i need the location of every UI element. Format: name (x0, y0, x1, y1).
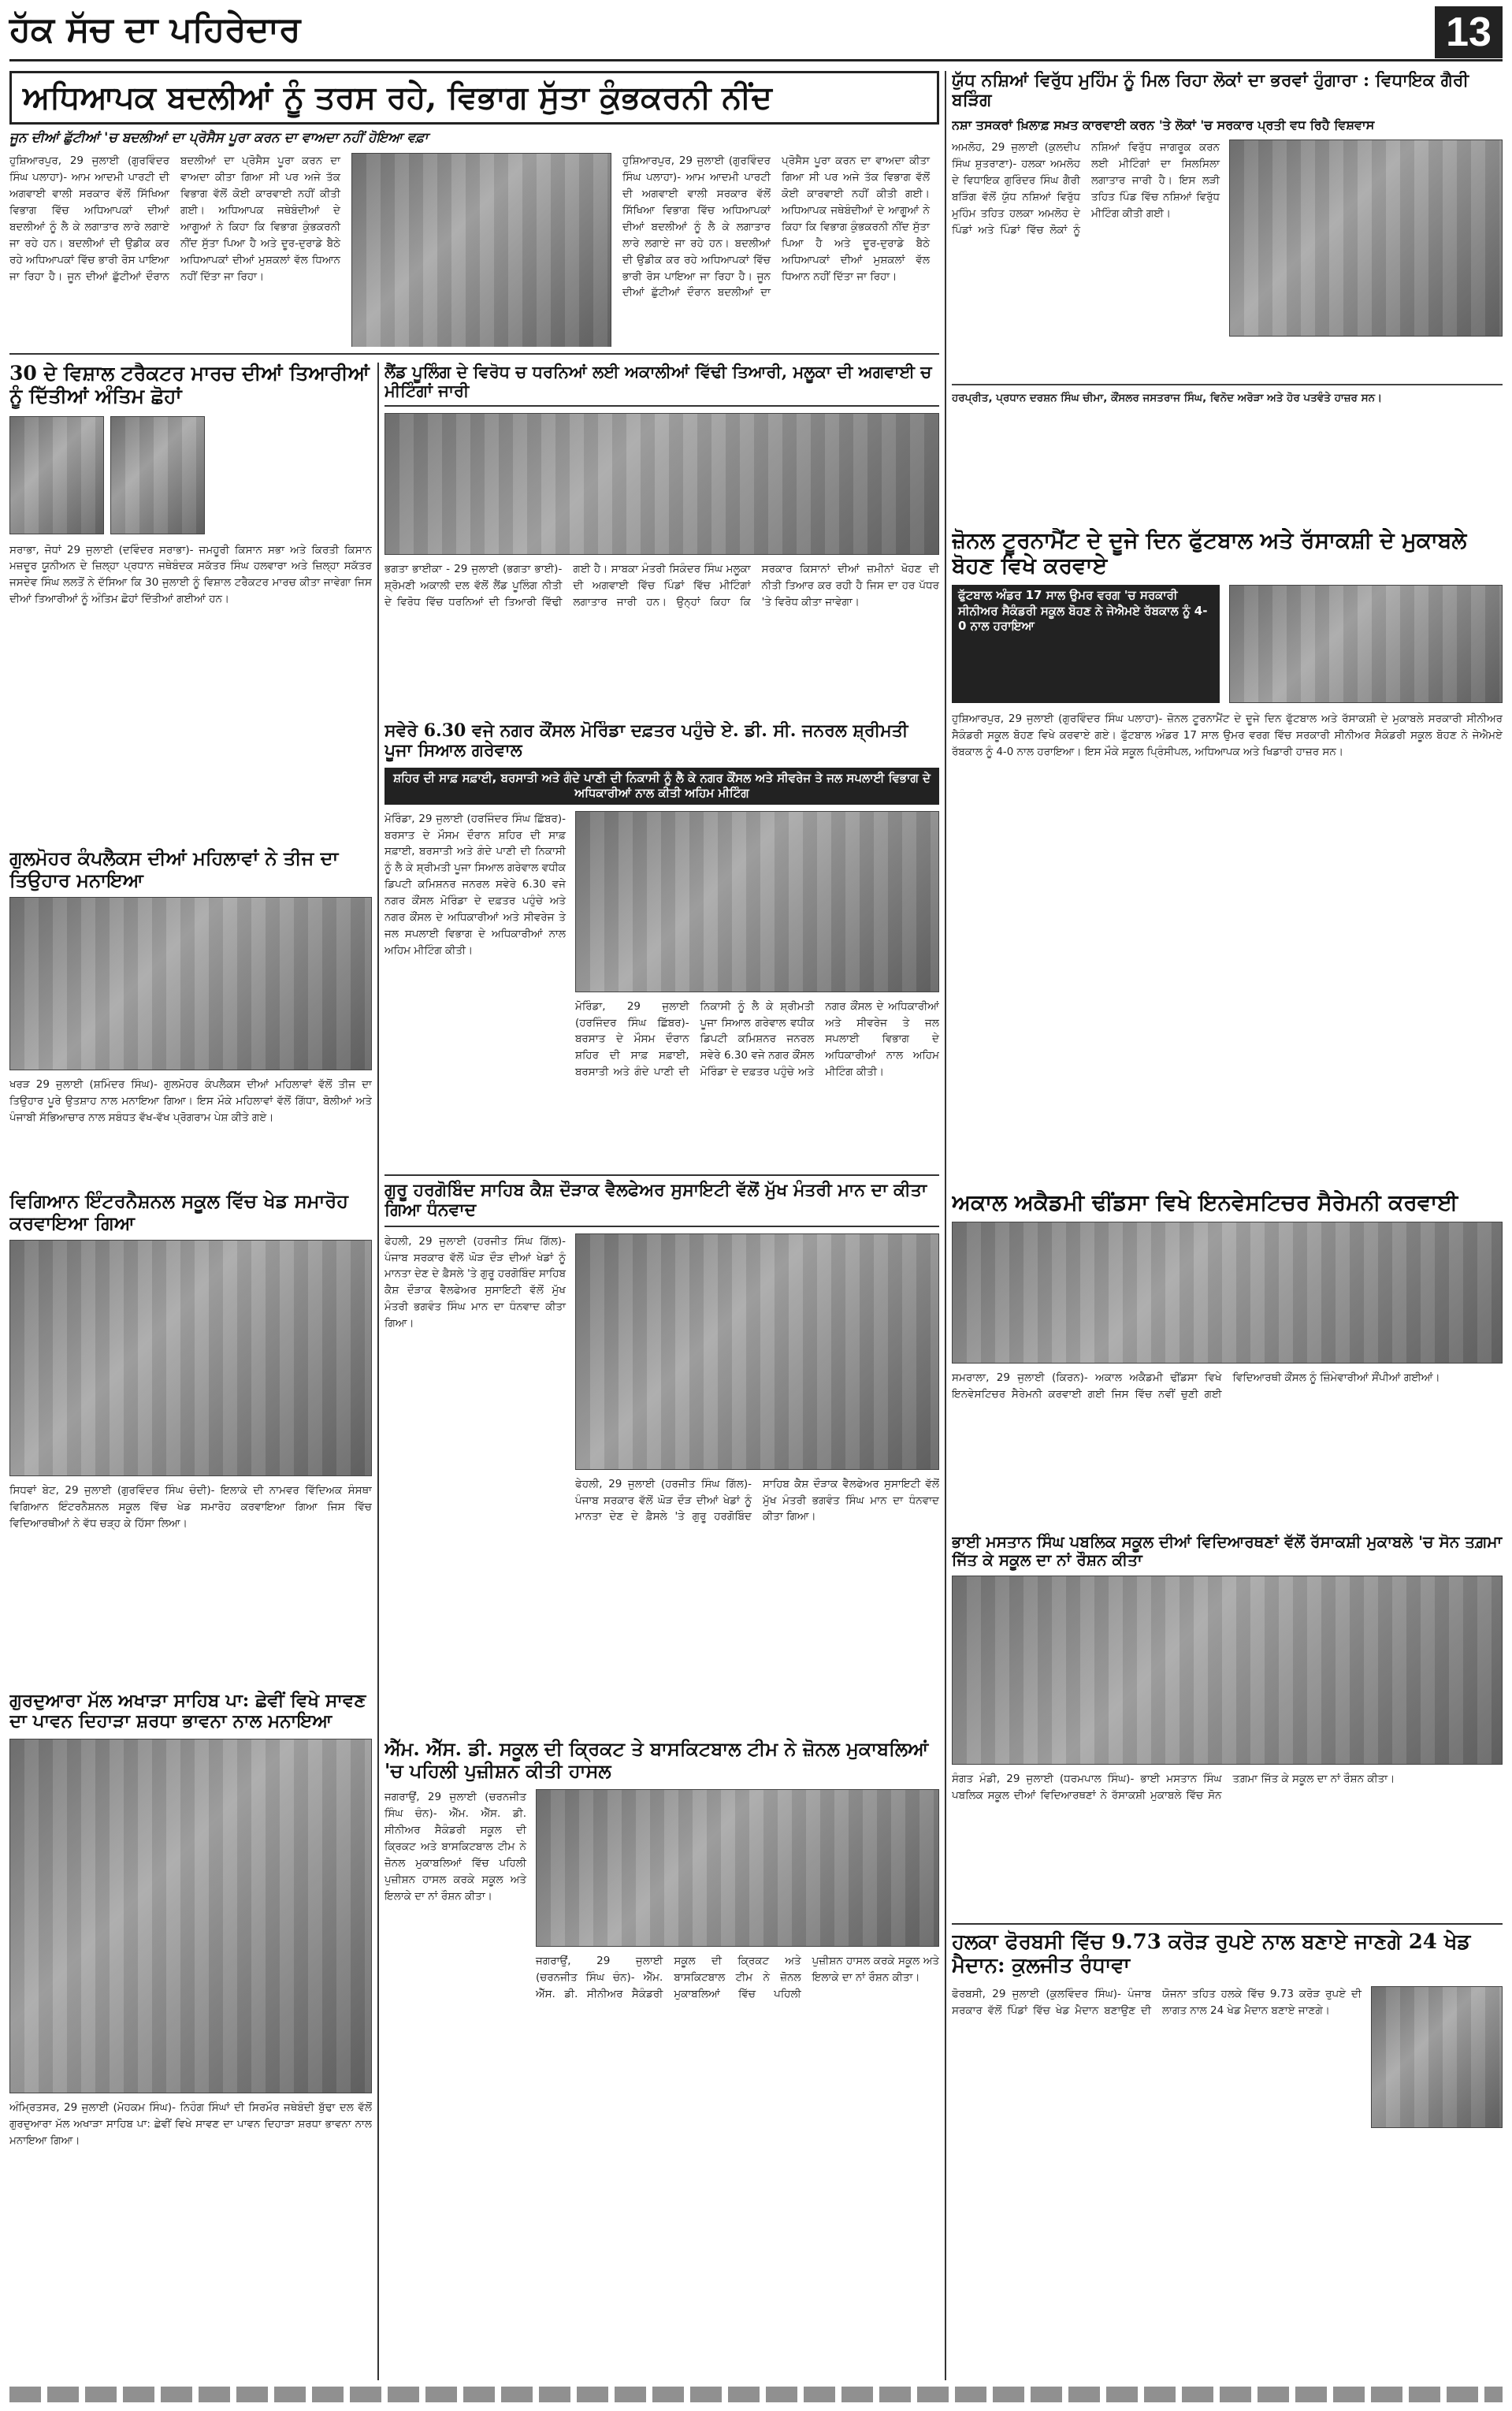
story-akal (952, 1190, 1503, 1521)
story-teej (9, 847, 372, 1178)
headline-msd: ਐੱਮ. ਐੱਸ. ਡੀ. ਸਕੂਲ ਦੀ ਕ੍ਰਿਕਟ ਤੇ ਬਾਸਕਿਟਬਾਲ ਟੀਮ ਨੇ ਜ਼ੋਨਲ ਮੁਕਾਬਲਿਆਂ 'ਚ ਪਹਿਲੀ ਪੁਜ਼ੀਸ਼ਨ ਕੀਤੀ ਹਾਸਲ (385, 1738, 929, 1782)
photo-football-team (1229, 585, 1503, 703)
body-football: ਹੁਸ਼ਿਆਰਪੁਰ, 29 ਜੁਲਾਈ (ਗੁਰਵਿੰਦਰ ਸਿੰਘ ਪਲਾਹਾ)- ਜ਼ੋਨਲ ਟੂਰਨਾਮੈਂਟ ਦੇ ਦੂਜੇ ਦਿਨ ਫੁੱਟਬਾਲ ਅਤੇ ਰੱਸਾਕਸ਼ੀ ਦੇ ਮੁਕਾਬਲੇ ਸਰਕਾਰੀ ਸੀਨੀਅਰ ਸੈਕੰਡਰੀ ਸਕੂਲ ਬੋਹਣ ਵਿਖੇ ਕਰਵਾਏ ਗਏ। ਫੁੱਟਬਾਲ ਅੰਡਰ 17 ਸਾਲ ਉਮਰ ਵਰਗ ਵਿੱਚ ਸਰਕਾਰੀ ਸੀਨੀਅਰ ਸੈਕੰਡਰੀ ਸਕੂਲ ਬੋਹਣ ਨੇ ਜੇਐਮਏ ਰੱਬਕਾਲ ਨੂੰ 4-0 ਨਾਲ ਹਰਾਇਆ। ਇਸ ਮੌਕੇ ਸਕੂਲ ਪ੍ਰਿੰਸੀਪਲ, ਅਧਿਆਪਕ ਅਤੇ ਖਿਡਾਰੀ ਹਾਜ਼ਰ ਸਨ। (952, 713, 1503, 759)
story-tractor (9, 363, 372, 835)
headline-tractor: 30 ਦੇ ਵਿਸ਼ਾਲ ਟਰੈਕਟਰ ਮਾਰਚ ਦੀਆਂ ਤਿਆਰੀਆਂ ਨੂੰ ਦਿੱਤੀਆਂ ਅੰਤਿਮ ਛੋਹਾਂ (9, 363, 370, 407)
divider (9, 353, 939, 355)
story-stadium (952, 1923, 1503, 2380)
subhead-teachers: ਜੂਨ ਦੀਆਂ ਛੁੱਟੀਆਂ 'ਚ ਬਦਲੀਆਂ ਦਾ ਪ੍ਰੋਸੈਸ ਪੂਰਾ ਕਰਨ ਦਾ ਵਾਅਦਾ ਨਹੀਂ ਹੋਇਆ ਵਫ਼ਾ (9, 130, 429, 146)
caption-drugs: ਹਰਪ੍ਰੀਤ, ਪ੍ਰਧਾਨ ਦਰਸ਼ਨ ਸਿੰਘ ਚੀਮਾ, ਕੌਂਸਲਰ ਜਸਤਰਾਜ ਸਿੰਘ, ਵਿਨੋਦ ਅਰੋੜਾ ਅਤੇ ਹੋਰ ਪਤਵੰਤੇ ਹਾਜ਼ਰ ਸਨ। (952, 392, 1383, 405)
body-msd: ਜਗਰਾਉਂ, 29 ਜੁਲਾਈ (ਚਰਨਜੀਤ ਸਿੰਘ ਚੰਨ)- ਐੱਮ. ਐੱਸ. ਡੀ. ਸੀਨੀਅਰ ਸੈਕੰਡਰੀ ਸਕੂਲ ਦੀ ਕ੍ਰਿਕਟ ਅਤੇ ਬਾਸਕਿਟਬਾਲ ਟੀਮ ਨੇ ਜ਼ੋਨਲ ਮੁਕਾਬਲਿਆਂ ਵਿੱਚ ਪਹਿਲੀ ਪੁਜ਼ੀਸ਼ਨ ਹਾਸਲ ਕਰਕੇ ਸਕੂਲ ਅਤੇ ਇਲਾਕੇ ਦਾ ਨਾਂ ਰੌਸ਼ਨ ਕੀਤਾ। (385, 1791, 526, 1903)
body-council-cont: ਮੋਰਿੰਡਾ, 29 ਜੁਲਾਈ (ਹਰਜਿੰਦਰ ਸਿੰਘ ਛਿੱਬਰ)- ਬਰਸਾਤ ਦੇ ਮੌਸਮ ਦੌਰਾਨ ਸ਼ਹਿਰ ਦੀ ਸਾਫ਼ ਸਫ਼ਾਈ, ਬਰਸਾਤੀ ਅਤੇ ਗੰਦੇ ਪਾਣੀ ਦੀ ਨਿਕਾਸੀ ਨੂੰ ਲੈ ਕੇ ਸ਼੍ਰੀਮਤੀ ਪੂਜਾ ਸਿਆਲ ਗਰੇਵਾਲ ਵਧੀਕ ਡਿਪਟੀ ਕਮਿਸ਼ਨਰ ਜਨਰਲ ਸਵੇਰੇ 6.30 ਵਜੇ ਨਗਰ ਕੌਂਸਲ ਮੋਰਿੰਡਾ ਦੇ ਦਫ਼ਤਰ ਪਹੁੰਚੇ ਅਤੇ ਨਗਰ ਕੌਂਸਲ ਦੇ ਅਧਿਕਾਰੀਆਂ ਅਤੇ ਸੀਵਰੇਜ ਤੇ ਜਲ ਸਪਲਾਈ ਵਿਭਾਗ ਦੇ ਅਧਿਕਾਰੀਆਂ ਨਾਲ ਅਹਿਮ ਮੀਟਿੰਗ ਕੀਤੀ। (575, 999, 939, 1079)
subhead-council: ਸ਼ਹਿਰ ਦੀ ਸਾਫ਼ ਸਫ਼ਾਈ, ਬਰਸਾਤੀ ਅਤੇ ਗੰਦੇ ਪਾਣੀ ਦੀ ਨਿਕਾਸੀ ਨੂੰ ਲੈ ਕੇ ਨਗਰ ਕੌਂਸਲ ਅਤੇ ਸੀਵਰੇਜ ਤੇ ਜਲ ਸਪਲਾਈ ਵਿਭਾਗ ਦੇ ਅਧਿਕਾਰੀਆਂ ਨਾਲ ਕੀਤੀ ਅਹਿਮ ਮੀਟਿੰਗ (385, 768, 939, 805)
story-council (385, 721, 939, 1163)
body-guru: ਫੇਹਲੀ, 29 ਜੁਲਾਈ (ਹਰਜੀਤ ਸਿੰਘ ਗਿੱਲ)- ਪੰਜਾਬ ਸਰਕਾਰ ਵੱਲੋਂ ਘੋੜ ਦੌੜ ਦੀਆਂ ਖੇਡਾਂ ਨੂੰ ਮਾਨਤਾ ਦੇਣ ਦੇ ਫ਼ੈਸਲੇ 'ਤੇ ਗੁਰੂ ਹਰਗੋਬਿੰਦ ਸਾਹਿਬ ਕੈਸ਼ ਦੌੜਾਕ ਵੈਲਫੇਅਰ ਸੁਸਾਇਟੀ ਵੱਲੋਂ ਮੁੱਖ ਮੰਤਰੀ ਭਗਵੰਤ ਸਿੰਘ ਮਾਨ ਦਾ ਧੰਨਵਾਦ ਕੀਤਾ ਗਿਆ। (385, 1234, 566, 1330)
body-council: ਮੋਰਿੰਡਾ, 29 ਜੁਲਾਈ (ਹਰਜਿੰਦਰ ਸਿੰਘ ਛਿੱਬਰ)- ਬਰਸਾਤ ਦੇ ਮੌਸਮ ਦੌਰਾਨ ਸ਼ਹਿਰ ਦੀ ਸਾਫ਼ ਸਫ਼ਾਈ, ਬਰਸਾਤੀ ਅਤੇ ਗੰਦੇ ਪਾਣੀ ਦੀ ਨਿਕਾਸੀ ਨੂੰ ਲੈ ਕੇ ਸ਼੍ਰੀਮਤੀ ਪੂਜਾ ਸਿਆਲ ਗਰੇਵਾਲ ਵਧੀਕ ਡਿਪਟੀ ਕਮਿਸ਼ਨਰ ਜਨਰਲ ਸਵੇਰੇ 6.30 ਵਜੇ ਨਗਰ ਕੌਂਸਲ ਮੋਰਿੰਡਾ ਦੇ ਦਫ਼ਤਰ ਪਹੁੰਚੇ ਅਤੇ ਨਗਰ ਕੌਂਸਲ ਦੇ ਅਧਿਕਾਰੀਆਂ ਅਤੇ ਸੀਵਰੇਜ ਤੇ ਜਲ ਸਪਲਾਈ ਵਿਭਾਗ ਦੇ ਅਧਿਕਾਰੀਆਂ ਨਾਲ ਅਹਿਮ ਮੀਟਿੰਗ ਕੀਤੀ। (385, 812, 566, 957)
photo-teachers-group (351, 153, 611, 347)
photo-council-meeting (575, 811, 939, 992)
subhead-football: ਫੁੱਟਬਾਲ ਅੰਡਰ 17 ਸਾਲ ਉਮਰ ਵਰਗ 'ਚ ਸਰਕਾਰੀ ਸੀਨੀਅਰ ਸੈਕੰਡਰੀ ਸਕੂਲ ਬੋਹਣ ਨੇ ਜੇਐਮਏ ਰੱਬਕਾਲ ਨੂੰ 4-0 ਨਾਲ ਹਰਾਇਆ (952, 585, 1220, 703)
headline-drugs: ਯੁੱਧ ਨਸ਼ਿਆਂ ਵਿਰੁੱਧ ਮੁਹਿੰਮ ਨੂੰ ਮਿਲ ਰਿਹਾ ਲੋਕਾਂ ਦਾ ਭਰਵਾਂ ਹੁੰਗਾਰਾ : ਵਿਧਾਇਕ ਗੈਰੀ ਬੜਿੰਗ (952, 71, 1469, 111)
body-msd-cont: ਜਗਰਾਉਂ, 29 ਜੁਲਾਈ (ਚਰਨਜੀਤ ਸਿੰਘ ਚੰਨ)- ਐੱਮ. ਐੱਸ. ਡੀ. ਸੀਨੀਅਰ ਸੈਕੰਡਰੀ ਸਕੂਲ ਦੀ ਕ੍ਰਿਕਟ ਅਤੇ ਬਾਸਕਿਟਬਾਲ ਟੀਮ ਨੇ ਜ਼ੋਨਲ ਮੁਕਾਬਲਿਆਂ ਵਿੱਚ ਪਹਿਲੀ ਪੁਜ਼ੀਸ਼ਨ ਹਾਸਲ ਕਰਕੇ ਸਕੂਲ ਅਤੇ ਇਲਾਕੇ ਦਾ ਨਾਂ ਰੌਸ਼ਨ ਕੀਤਾ। (536, 1955, 939, 2001)
body-akal: ਸਮਰਾਲਾ, 29 ਜੁਲਾਈ (ਕਿਰਨ)- ਅਕਾਲ ਅਕੈਡਮੀ ਢੀਂਡਸਾ ਵਿਖੇ ਇਨਵੇਸਟਿਚਰ ਸੈਰੇਮਨੀ ਕਰਵਾਈ ਗਈ ਜਿਸ ਵਿੱਚ ਨਵੀਂ ਚੁਣੀ ਗਈ ਵਿਦਿਆਰਥੀ ਕੌਂਸਲ ਨੂੰ ਜ਼ਿੰਮੇਵਾਰੀਆਂ ਸੌਂਪੀਆਂ ਗਈਆਂ। (952, 1371, 1440, 1401)
headline-vigyan: ਵਿਗਿਆਨ ਇੰਟਰਨੈਸ਼ਨਲ ਸਕੂਲ ਵਿੱਚ ਖੇਡ ਸਮਾਰੋਹ ਕਰਵਾਇਆ ਗਿਆ (9, 1190, 348, 1234)
headline-land-pooling: ਲੈਂਡ ਪੂਲਿੰਗ ਦੇ ਵਿਰੋਧ ਚ ਧਰਨਿਆਂ ਲਈ ਅਕਾਲੀਆਂ ਵਿੱਢੀ ਤਿਆਰੀ, ਮਲੂਕਾ ਦੀ ਅਗਵਾਈ ਚ ਮੀਟਿੰਗਾਂ ਜਾਰੀ (385, 363, 939, 407)
photo-ropes (952, 1576, 1503, 1765)
body-drugs: ਅਮਲੋਹ, 29 ਜੁਲਾਈ (ਕੁਲਦੀਪ ਸਿੰਘ ਸ਼ੁਤਰਾਣਾ)- ਹਲਕਾ ਅਮਲੋਹ ਦੇ ਵਿਧਾਇਕ ਗੁਰਿੰਦਰ ਸਿੰਘ ਗੈਰੀ ਬੜਿੰਗ ਵੱਲੋਂ ਯੁੱਧ ਨਸ਼ਿਆਂ ਵਿਰੁੱਧ ਮੁਹਿੰਮ ਤਹਿਤ ਹਲਕਾ ਅਮਲੋਹ ਦੇ ਪਿੰਡਾਂ ਅਤੇ ਪਿੰਡਾਂ ਵਿੱਚ ਲੋਕਾਂ ਨੂੰ ਨਸ਼ਿਆਂ ਵਿਰੁੱਧ ਜਾਗਰੂਕ ਕਰਨ ਲਈ ਮੀਟਿੰਗਾਂ ਦਾ ਸਿਲਸਿਲਾ ਲਗਾਤਾਰ ਜਾਰੀ ਹੈ। ਇਸ ਲੜੀ ਤਹਿਤ ਪਿੰਡ ਵਿੱਚ ਨਸ਼ਿਆਂ ਵਿਰੁੱਧ ਮੀਟਿੰਗ ਕੀਤੀ ਗਈ। (952, 141, 1220, 236)
headline-council: ਸਵੇਰੇ 6.30 ਵਜੇ ਨਗਰ ਕੌਂਸਲ ਮੋਰਿੰਡਾ ਦਫ਼ਤਰ ਪਹੁੰਚੇ ਏ. ਡੀ. ਸੀ. ਜਨਰਲ ਸ਼੍ਰੀਮਤੀ ਪੂਜਾ ਸਿਆਲ ਗਰੇਵਾਲ (385, 721, 908, 761)
photo-akal (952, 1222, 1503, 1364)
photo-drugs-meeting (952, 384, 1503, 385)
page-number: 13 (1435, 6, 1503, 58)
story-teachers (9, 71, 939, 347)
subhead-drugs: ਨਸ਼ਾ ਤਸਕਰਾਂ ਖ਼ਿਲਾਫ਼ ਸਖ਼ਤ ਕਾਰਵਾਈ ਕਰਨ 'ਤੇ ਲੋਕਾਂ 'ਚ ਸਰਕਾਰ ਪ੍ਰਤੀ ਵਧ ਰਿਹੈ ਵਿਸ਼ਵਾਸ (952, 117, 1375, 132)
photo-guru (575, 1233, 939, 1470)
photo-gurdwara (9, 1739, 372, 2093)
story-msd (385, 1738, 939, 2380)
photo-msd-team (536, 1789, 939, 1947)
photo-tractor-leader-1 (9, 416, 104, 534)
headline-guru: ਗੁਰੂ ਹਰਗੋਬਿੰਦ ਸਾਹਿਬ ਕੈਸ਼ ਦੌੜਾਕ ਵੈਲਫੇਅਰ ਸੁਸਾਇਟੀ ਵੱਲੋਂ ਮੁੱਖ ਮੰਤਰੀ ਮਾਨ ਦਾ ਕੀਤਾ ਗਿਆ ਧੰਨਵਾਦ (385, 1174, 939, 1227)
photo-tractor-leader-2 (110, 416, 205, 534)
photo-land-pooling (385, 413, 939, 555)
body-tractor: ਸਰਾਭਾ, ਜੋਧਾਂ 29 ਜੁਲਾਈ (ਦਵਿੰਦਰ ਸਰਾਭਾ)- ਜਮਹੂਰੀ ਕਿਸਾਨ ਸਭਾ ਅਤੇ ਕਿਰਤੀ ਕਿਸਾਨ ਮਜ਼ਦੂਰ ਯੂਨੀਅਨ ਦੇ ਜ਼ਿਲ੍ਹਾ ਪ੍ਰਧਾਨ ਜਥੇਬੰਦਕ ਸਕੱਤਰ ਸਿੰਘ ਹਲਵਾਰਾ ਅਤੇ ਜ਼ਿਲ੍ਹਾ ਸਕੱਤਰ ਜਸਦੇਵ ਸਿੰਘ ਲਲਤੋਂ ਨੇ ਦੱਸਿਆ ਕਿ 30 ਜੁਲਾਈ ਨੂੰ ਵਿਸ਼ਾਲ ਟਰੈਕਟਰ ਮਾਰਚ ਕੀਤਾ ਜਾਵੇਗਾ ਜਿਸ ਦੀਆਂ ਤਿਆਰੀਆਂ ਨੂੰ ਅੰਤਿਮ ਛੋਹਾਂ ਦਿੱਤੀਆਂ ਗਈਆਂ ਹਨ। (9, 543, 372, 606)
headline-stadium: ਹਲਕਾ ਫੋਰਬਸੀ ਵਿੱਚ 9.73 ਕਰੋੜ ਰੁਪਏ ਨਾਲ ਬਣਾਏ ਜਾਣਗੇ 24 ਖੇਡ ਮੈਦਾਨ: ਕੁਲਜੀਤ ਰੰਧਾਵਾ (952, 1923, 1503, 1978)
photo-stadium-leader (1371, 1986, 1503, 2128)
footer-strip (9, 2387, 1503, 2402)
body-teachers-cont: ਹੁਸ਼ਿਆਰਪੁਰ, 29 ਜੁਲਾਈ (ਗੁਰਵਿੰਦਰ ਸਿੰਘ ਪਲਾਹਾ)- ਆਮ ਆਦਮੀ ਪਾਰਟੀ ਦੀ ਅਗਵਾਈ ਵਾਲੀ ਸਰਕਾਰ ਵੱਲੋਂ ਸਿੱਖਿਆ ਵਿਭਾਗ ਵਿੱਚ ਅਧਿਆਪਕਾਂ ਦੀਆਂ ਬਦਲੀਆਂ ਨੂੰ ਲੈ ਕੇ ਲਗਾਤਾਰ ਲਾਰੇ ਲਗਾਏ ਜਾ ਰਹੇ ਹਨ। ਬਦਲੀਆਂ ਦੀ ਉਡੀਕ ਕਰ ਰਹੇ ਅਧਿਆਪਕਾਂ ਵਿੱਚ ਭਾਰੀ ਰੋਸ ਪਾਇਆ ਜਾ ਰਿਹਾ ਹੈ। ਜੂਨ ਦੀਆਂ ਛੁੱਟੀਆਂ ਦੌਰਾਨ ਬਦਲੀਆਂ ਦਾ ਪ੍ਰੋਸੈਸ ਪੂਰਾ ਕਰਨ ਦਾ ਵਾਅਦਾ ਕੀਤਾ ਗਿਆ ਸੀ ਪਰ ਅਜੇ ਤੱਕ ਵਿਭਾਗ ਵੱਲੋਂ ਕੋਈ ਕਾਰਵਾਈ ਨਹੀਂ ਕੀਤੀ ਗਈ। ਅਧਿਆਪਕ ਜਥੇਬੰਦੀਆਂ ਦੇ ਆਗੂਆਂ ਨੇ ਕਿਹਾ ਕਿ ਵਿਭਾਗ ਕੁੰਭਕਰਨੀ ਨੀਂਦ ਸੁੱਤਾ ਪਿਆ ਹੈ ਅਤੇ ਦੂਰ-ਦੁਰਾਡੇ ਬੈਠੇ ਅਧਿਆਪਕਾਂ ਦੀਆਂ ਮੁਸ਼ਕਲਾਂ ਵੱਲ ਧਿਆਨ ਨਹੀਂ ਦਿੱਤਾ ਜਾ ਰਿਹਾ। (622, 154, 930, 300)
body-gurdwara: ਅੰਮ੍ਰਿਤਸਰ, 29 ਜੁਲਾਈ (ਮੋਹਕਮ ਸਿੰਘ)- ਨਿਹੰਗ ਸਿੰਘਾਂ ਦੀ ਸਿਰਮੌਰ ਜਥੇਬੰਦੀ ਬੁੱਢਾ ਦਲ ਵੱਲੋਂ ਗੁਰਦੁਆਰਾ ਮੱਲ ਅਖਾੜਾ ਸਾਹਿਬ ਪਾ: ਛੇਵੀਂ ਵਿਖੇ ਸਾਵਣ ਦਾ ਪਾਵਨ ਦਿਹਾੜਾ ਸ਼ਰਧਾ ਭਾਵਨਾ ਨਾਲ ਮਨਾਇਆ ਗਿਆ। (9, 2100, 372, 2147)
headline-gurdwara: ਗੁਰਦੁਆਰਾ ਮੱਲ ਅਖਾੜਾ ਸਾਹਿਬ ਪਾ: ਛੇਵੀਂ ਵਿਖੇ ਸਾਵਣ ਦਾ ਪਾਵਨ ਦਿਹਾੜਾ ਸ਼ਰਧਾ ਭਾਵਨਾ ਨਾਲ ਮਨਾਇਆ (9, 1691, 366, 1732)
story-land-pooling (385, 363, 939, 709)
headline-teej: ਗੁਲਮੋਹਰ ਕੰਪਲੈਕਸ ਦੀਆਂ ਮਹਿਲਾਵਾਂ ਨੇ ਤੀਜ ਦਾ ਤਿਉਹਾਰ ਮਨਾਇਆ (9, 847, 339, 891)
body-stadium: ਫੋਰਬਸੀ, 29 ਜੁਲਾਈ (ਕੁਲਵਿੰਦਰ ਸਿੰਘ)- ਪੰਜਾਬ ਸਰਕਾਰ ਵੱਲੋਂ ਪਿੰਡਾਂ ਵਿੱਚ ਖੇਡ ਮੈਦਾਨ ਬਣਾਉਣ ਦੀ ਯੋਜਨਾ ਤਹਿਤ ਹਲਕੇ ਵਿੱਚ 9.73 ਕਰੋੜ ਰੁਪਏ ਦੀ ਲਾਗਤ ਨਾਲ 24 ਖੇਡ ਮੈਦਾਨ ਬਣਾਏ ਜਾਣਗੇ। (952, 1987, 1362, 2017)
photo-teej (9, 897, 372, 1070)
body-guru-cont: ਫੇਹਲੀ, 29 ਜੁਲਾਈ (ਹਰਜੀਤ ਸਿੰਘ ਗਿੱਲ)- ਪੰਜਾਬ ਸਰਕਾਰ ਵੱਲੋਂ ਘੋੜ ਦੌੜ ਦੀਆਂ ਖੇਡਾਂ ਨੂੰ ਮਾਨਤਾ ਦੇਣ ਦੇ ਫ਼ੈਸਲੇ 'ਤੇ ਗੁਰੂ ਹਰਗੋਬਿੰਦ ਸਾਹਿਬ ਕੈਸ਼ ਦੌੜਾਕ ਵੈਲਫੇਅਰ ਸੁਸਾਇਟੀ ਵੱਲੋਂ ਮੁੱਖ ਮੰਤਰੀ ਭਗਵੰਤ ਸਿੰਘ ਮਾਨ ਦਾ ਧੰਨਵਾਦ ਕੀਤਾ ਗਿਆ। (575, 1477, 939, 1524)
story-vigyan (9, 1190, 372, 1679)
headline-ropes: ਭਾਈ ਮਸਤਾਨ ਸਿੰਘ ਪਬਲਿਕ ਸਕੂਲ ਦੀਆਂ ਵਿਦਿਆਰਥਣਾਂ ਵੱਲੋਂ ਰੱਸਾਕਸ਼ੀ ਮੁਕਾਬਲੇ 'ਚ ਸੋਨ ਤਗ਼ਮਾ ਜਿੱਤ ਕੇ ਸਕੂਲ ਦਾ ਨਾਂ ਰੌਸ਼ਨ ਕੀਤਾ (952, 1533, 1503, 1569)
masthead (9, 6, 1503, 61)
story-ropes (952, 1533, 1503, 1911)
headline-football: ਜ਼ੋਨਲ ਟੂਰਨਾਮੈਂਟ ਦੇ ਦੂਜੇ ਦਿਨ ਫੁੱਟਬਾਲ ਅਤੇ ਰੱਸਾਕਸ਼ੀ ਦੇ ਮੁਕਾਬਲੇ ਬੋਹਣ ਵਿਖੇ ਕਰਵਾਏ (952, 528, 1467, 579)
body-land-pooling: ਭਗਤਾ ਭਾਈਕਾ - 29 ਜੁਲਾਈ (ਭਗਤਾ ਭਾਈ)- ਸ਼੍ਰੋਮਣੀ ਅਕਾਲੀ ਦਲ ਵੱਲੋਂ ਲੈਂਡ ਪੂਲਿੰਗ ਨੀਤੀ ਦੇ ਵਿਰੋਧ ਵਿੱਚ ਧਰਨਿਆਂ ਦੀ ਤਿਆਰੀ ਵਿੱਢੀ ਗਈ ਹੈ। ਸਾਬਕਾ ਮੰਤਰੀ ਸਿਕੰਦਰ ਸਿੰਘ ਮਲੂਕਾ ਦੀ ਅਗਵਾਈ ਵਿੱਚ ਪਿੰਡਾਂ ਵਿੱਚ ਮੀਟਿੰਗਾਂ ਲਗਾਤਾਰ ਜਾਰੀ ਹਨ। ਉਨ੍ਹਾਂ ਕਿਹਾ ਕਿ ਸਰਕਾਰ ਕਿਸਾਨਾਂ ਦੀਆਂ ਜ਼ਮੀਨਾਂ ਖੋਹਣ ਦੀ ਨੀਤੀ ਤਿਆਰ ਕਰ ਰਹੀ ਹੈ ਜਿਸ ਦਾ ਹਰ ਪੱਧਰ 'ਤੇ ਵਿਰੋਧ ਕੀਤਾ ਜਾਵੇਗਾ। (385, 563, 939, 609)
story-guru (385, 1174, 939, 1726)
story-drugs (952, 71, 1503, 512)
body-vigyan: ਸਿਧਵਾਂ ਬੇਟ, 29 ਜੁਲਾਈ (ਗੁਰਵਿੰਦਰ ਸਿੰਘ ਚੰਦੀ)- ਇਲਾਕੇ ਦੀ ਨਾਮਵਰ ਵਿੱਦਿਅਕ ਸੰਸਥਾ ਵਿਗਿਆਨ ਇੰਟਰਨੈਸ਼ਨਲ ਸਕੂਲ ਵਿੱਚ ਖੇਡ ਸਮਾਰੋਹ ਕਰਵਾਇਆ ਗਿਆ ਜਿਸ ਵਿੱਚ ਵਿਦਿਆਰਥੀਆਂ ਨੇ ਵੱਧ ਚੜ੍ਹ ਕੇ ਹਿੱਸਾ ਲਿਆ। (9, 1484, 372, 1531)
paper-name: ਹੱਕ ਸੱਚ ਦਾ ਪਹਿਰੇਦਾਰ (9, 9, 301, 50)
story-gurdwara (9, 1691, 372, 2380)
headline-teachers: ਅਧਿਆਪਕ ਬਦਲੀਆਂ ਨੂੰ ਤਰਸ ਰਹੇ, ਵਿਭਾਗ ਸੁੱਤਾ ਕੁੰਭਕਰਨੀ ਨੀਂਦ (9, 71, 939, 125)
body-teej: ਖਰੜ 29 ਜੁਲਾਈ (ਸ਼ਮਿੰਦਰ ਸਿੰਘ)- ਗੁਲਮੋਹਰ ਕੰਪਲੈਕਸ ਦੀਆਂ ਮਹਿਲਾਵਾਂ ਵੱਲੋਂ ਤੀਜ ਦਾ ਤਿਉਹਾਰ ਪੂਰੇ ਉਤਸ਼ਾਹ ਨਾਲ ਮਨਾਇਆ ਗਿਆ। ਇਸ ਮੌਕੇ ਮਹਿਲਾਵਾਂ ਵੱਲੋਂ ਗਿੱਧਾ, ਬੋਲੀਆਂ ਅਤੇ ਪੰਜਾਬੀ ਸੱਭਿਆਚਾਰ ਨਾਲ ਸਬੰਧਤ ਵੱਖ-ਵੱਖ ਪ੍ਰੋਗਰਾਮ ਪੇਸ਼ ਕੀਤੇ ਗਏ। (9, 1078, 372, 1125)
photo-vigyan-sports (9, 1240, 372, 1476)
photo-drugs-mla (1229, 140, 1503, 337)
story-football (952, 528, 1503, 1182)
divider (945, 71, 946, 2380)
body-ropes: ਸੰਗਤ ਮੰਡੀ, 29 ਜੁਲਾਈ (ਧਰਮਪਾਲ ਸਿੰਘ)- ਭਾਈ ਮਸਤਾਨ ਸਿੰਘ ਪਬਲਿਕ ਸਕੂਲ ਦੀਆਂ ਵਿਦਿਆਰਥਣਾਂ ਨੇ ਰੱਸਾਕਸ਼ੀ ਮੁਕਾਬਲੇ ਵਿੱਚ ਸੋਨ ਤਗ਼ਮਾ ਜਿੱਤ ਕੇ ਸਕੂਲ ਦਾ ਨਾਂ ਰੌਸ਼ਨ ਕੀਤਾ। (952, 1773, 1395, 1802)
divider (377, 363, 379, 2380)
headline-akal: ਅਕਾਲ ਅਕੈਡਮੀ ਢੀਂਡਸਾ ਵਿਖੇ ਇਨਵੇਸਟਿਚਰ ਸੈਰੇਮਨੀ ਕਰਵਾਈ (952, 1190, 1458, 1215)
body-teachers: ਹੁਸ਼ਿਆਰਪੁਰ, 29 ਜੁਲਾਈ (ਗੁਰਵਿੰਦਰ ਸਿੰਘ ਪਲਾਹਾ)- ਆਮ ਆਦਮੀ ਪਾਰਟੀ ਦੀ ਅਗਵਾਈ ਵਾਲੀ ਸਰਕਾਰ ਵੱਲੋਂ ਸਿੱਖਿਆ ਵਿਭਾਗ ਵਿੱਚ ਅਧਿਆਪਕਾਂ ਦੀਆਂ ਬਦਲੀਆਂ ਨੂੰ ਲੈ ਕੇ ਲਗਾਤਾਰ ਲਾਰੇ ਲਗਾਏ ਜਾ ਰਹੇ ਹਨ। ਬਦਲੀਆਂ ਦੀ ਉਡੀਕ ਕਰ ਰਹੇ ਅਧਿਆਪਕਾਂ ਵਿੱਚ ਭਾਰੀ ਰੋਸ ਪਾਇਆ ਜਾ ਰਿਹਾ ਹੈ। ਜੂਨ ਦੀਆਂ ਛੁੱਟੀਆਂ ਦੌਰਾਨ ਬਦਲੀਆਂ ਦਾ ਪ੍ਰੋਸੈਸ ਪੂਰਾ ਕਰਨ ਦਾ ਵਾਅਦਾ ਕੀਤਾ ਗਿਆ ਸੀ ਪਰ ਅਜੇ ਤੱਕ ਵਿਭਾਗ ਵੱਲੋਂ ਕੋਈ ਕਾਰਵਾਈ ਨਹੀਂ ਕੀਤੀ ਗਈ। ਅਧਿਆਪਕ ਜਥੇਬੰਦੀਆਂ ਦੇ ਆਗੂਆਂ ਨੇ ਕਿਹਾ ਕਿ ਵਿਭਾਗ ਕੁੰਭਕਰਨੀ ਨੀਂਦ ਸੁੱਤਾ ਪਿਆ ਹੈ ਅਤੇ ਦੂਰ-ਦੁਰਾਡੇ ਬੈਠੇ ਅਧਿਆਪਕਾਂ ਦੀਆਂ ਮੁਸ਼ਕਲਾਂ ਵੱਲ ਧਿਆਨ ਨਹੀਂ ਦਿੱਤਾ ਜਾ ਰਿਹਾ। (9, 154, 340, 283)
